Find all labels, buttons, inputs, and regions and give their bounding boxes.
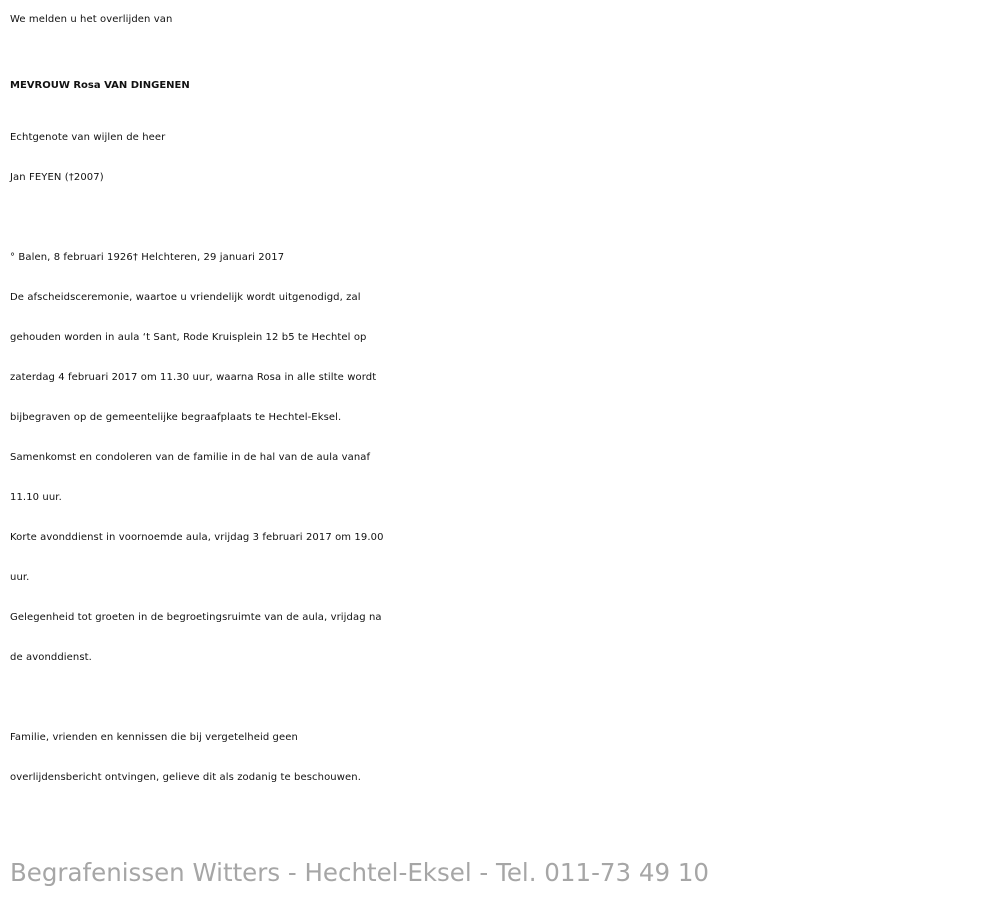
spacer [10,678,995,718]
funeral-home-footer: Begrafenissen Witters - Hechtel-Eksel - Tel. 011-73 49 10 [10,858,710,887]
body-line: zaterdag 4 februari 2017 om 11.30 uur, waarna Rosa in alle stilte wordt [10,372,377,383]
body-line: de avonddienst. [10,652,92,663]
intro-text: We melden u het overlijden van [10,14,173,25]
closing-line: Familie, vrienden en kennissen die bij vergetelheid geen [10,732,298,743]
body-line: Gelegenheid tot groeten in de begroetingsruimte van de aula, vrijdag na [10,612,382,623]
body-line: uur. [10,572,30,583]
body-line: Korte avonddienst in voornoemde aula, vrijdag 3 februari 2017 om 19.00 [10,532,384,543]
body-line: gehouden worden in aula ‘t Sant, Rode Kruisplein 12 b5 te Hechtel op [10,332,367,343]
body-line: bijbegraven op de gemeentelijke begraafplaats te Hechtel-Eksel. [10,412,342,423]
spouse-line: Echtgenote van wijlen de heer [10,132,166,143]
body-line: De afscheidsceremonie, waartoe u vriendelijk wordt uitgenodigd, zal [10,292,361,303]
birth-death-dates: ° Balen, 8 februari 1926† Helchteren, 29 januari 2017 [10,252,285,263]
spouse-line: Jan FEYEN (†2007) [10,172,104,183]
closing-line: overlijdensbericht ontvingen, gelieve dit als zodanig te beschouwen. [10,772,361,783]
deceased-name: MEVROUW Rosa VAN DINGENEN [10,80,190,91]
spacer [10,198,995,238]
death-notice [10,0,995,798]
body-line: Samenkomst en condoleren van de familie in de hal van de aula vanaf [10,452,371,463]
body-line: 11.10 uur. [10,492,62,503]
